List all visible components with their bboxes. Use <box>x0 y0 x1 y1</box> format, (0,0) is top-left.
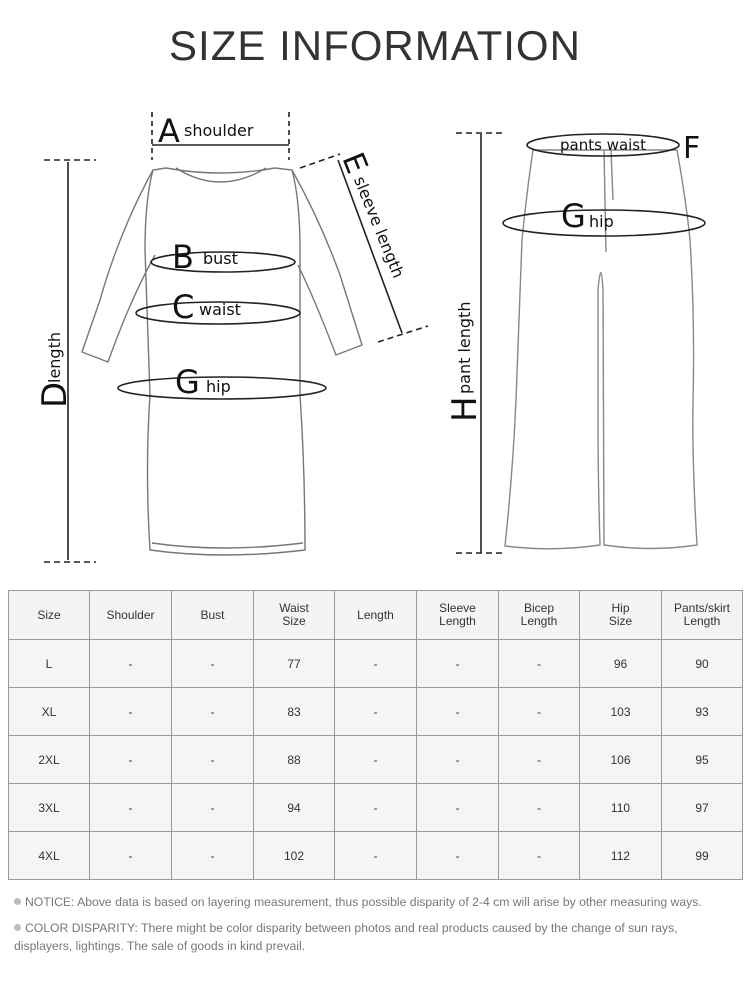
table-cell: 4XL <box>9 832 90 880</box>
table-cell: 97 <box>662 784 743 832</box>
column-header: Length <box>335 591 417 640</box>
svg-text:waist: waist <box>199 300 241 319</box>
dress-outline <box>82 168 362 555</box>
header-row <box>9 591 743 640</box>
table-cell: - <box>417 688 499 736</box>
svg-text:H: H <box>445 396 485 422</box>
column-header: Size <box>9 591 90 640</box>
table-cell: - <box>417 640 499 688</box>
svg-text:A: A <box>158 112 180 150</box>
table-cell: 94 <box>254 784 335 832</box>
table-cell: 99 <box>662 832 743 880</box>
bullet-icon <box>14 898 21 905</box>
label-length <box>35 332 75 408</box>
table-cell: - <box>335 640 417 688</box>
measurement-diagram <box>0 90 750 580</box>
table-cell: - <box>335 784 417 832</box>
table-cell: 96 <box>580 640 662 688</box>
table-row <box>9 784 743 832</box>
svg-text:length: length <box>45 332 64 383</box>
label-pants-hip <box>561 197 614 235</box>
label-pant-length <box>445 302 485 422</box>
size-table-header <box>9 591 743 640</box>
label-bust <box>172 238 238 276</box>
svg-text:F: F <box>683 131 701 166</box>
table-cell: - <box>417 736 499 784</box>
notice-note: NOTICE: Above data is based on layering measurement, thus possible disparity of 2-4 cm will arise by other measuring ways. <box>14 893 734 911</box>
svg-text:E: E <box>334 147 375 179</box>
table-cell: 95 <box>662 736 743 784</box>
label-waist <box>172 288 241 326</box>
table-cell: - <box>172 736 254 784</box>
svg-text:C: C <box>172 288 195 326</box>
table-cell: - <box>90 736 172 784</box>
notes-section <box>14 893 734 963</box>
column-header: Bicep Length <box>499 591 580 640</box>
table-cell: 112 <box>580 832 662 880</box>
table-cell: - <box>90 832 172 880</box>
table-cell: - <box>499 832 580 880</box>
svg-text:B: B <box>172 238 194 276</box>
table-cell: - <box>499 688 580 736</box>
table-cell: - <box>417 784 499 832</box>
table-cell: - <box>172 640 254 688</box>
table-row <box>9 688 743 736</box>
column-header: Bust <box>172 591 254 640</box>
column-header: Hip Size <box>580 591 662 640</box>
column-header: Pants/skirt Length <box>662 591 743 640</box>
table-cell: 110 <box>580 784 662 832</box>
table-cell: - <box>172 832 254 880</box>
column-header: Waist Size <box>254 591 335 640</box>
table-cell: - <box>335 736 417 784</box>
table-cell: 77 <box>254 640 335 688</box>
table-cell: 93 <box>662 688 743 736</box>
column-header: Sleeve Length <box>417 591 499 640</box>
table-cell: 83 <box>254 688 335 736</box>
svg-text:bust: bust <box>203 249 238 268</box>
table-cell: - <box>335 832 417 880</box>
table-cell: 102 <box>254 832 335 880</box>
table-cell: - <box>172 784 254 832</box>
table-cell: - <box>499 640 580 688</box>
table-cell: 3XL <box>9 784 90 832</box>
svg-text:pant length: pant length <box>455 301 474 394</box>
table-cell: - <box>499 736 580 784</box>
table-cell: 103 <box>580 688 662 736</box>
table-cell: - <box>172 688 254 736</box>
pants-guides <box>456 133 705 553</box>
table-row <box>9 736 743 784</box>
size-table-body <box>9 640 743 880</box>
table-cell: 90 <box>662 640 743 688</box>
table-cell: - <box>335 688 417 736</box>
color-disparity-note: COLOR DISPARITY: There might be color disparity between photos and real products caused by the change of sun rays, displayers, lightings. The sale of goods in kind prevail. <box>14 921 678 953</box>
table-row <box>9 832 743 880</box>
table-cell: XL <box>9 688 90 736</box>
size-table <box>8 590 743 880</box>
table-cell: - <box>90 688 172 736</box>
label-dress-hip <box>175 363 231 401</box>
table-cell: 106 <box>580 736 662 784</box>
table-cell: 2XL <box>9 736 90 784</box>
svg-text:shoulder: shoulder <box>184 121 254 140</box>
table-cell: - <box>90 784 172 832</box>
table-row <box>9 640 743 688</box>
table-cell: 88 <box>254 736 335 784</box>
svg-text:sleeve length: sleeve length <box>350 173 409 281</box>
svg-text:D: D <box>35 381 75 408</box>
size-table-wrapper <box>8 590 742 880</box>
page-title: SIZE INFORMATION <box>169 22 581 69</box>
svg-text:G: G <box>561 197 586 235</box>
svg-text:hip: hip <box>589 212 614 231</box>
bullet-icon <box>14 924 21 931</box>
column-header: Shoulder <box>90 591 172 640</box>
table-cell: - <box>417 832 499 880</box>
table-cell: - <box>499 784 580 832</box>
table-cell: L <box>9 640 90 688</box>
svg-text:pants waist: pants waist <box>560 136 647 154</box>
table-cell: - <box>90 640 172 688</box>
svg-text:hip: hip <box>206 377 231 396</box>
svg-text:G: G <box>175 363 200 401</box>
